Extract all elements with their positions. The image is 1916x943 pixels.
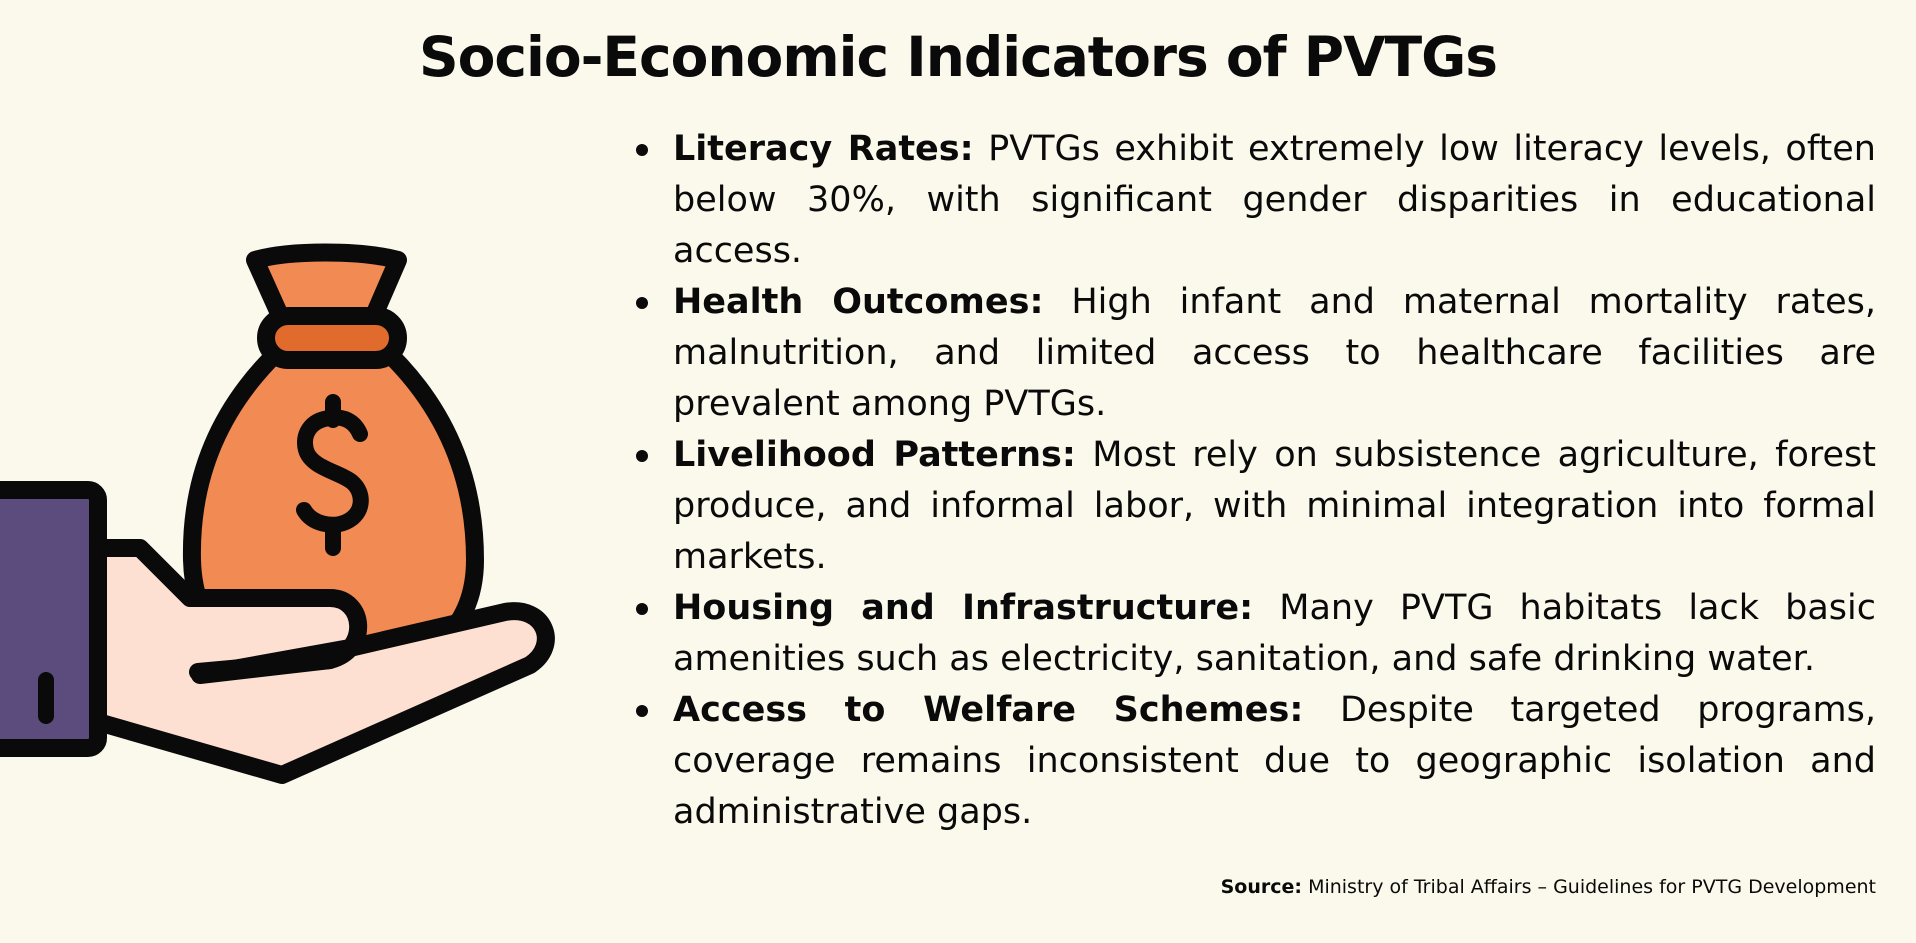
list-item <box>632 124 1876 277</box>
indicator-text: Despite targeted programs, coverage remains inconsistent due to geographic isolation and administrative gaps. <box>673 690 1876 832</box>
bullet-icon <box>636 705 648 717</box>
indicator-term: Literacy Rates: <box>673 129 974 169</box>
list-item <box>632 685 1876 838</box>
source-label: Source: <box>1220 876 1303 898</box>
money-bag-in-hand-icon <box>0 253 546 776</box>
bullet-icon <box>636 603 648 615</box>
indicator-term: Housing and Infrastructure: <box>673 588 1254 628</box>
page-title: Socio-Economic Indicators of PVTGs <box>418 25 1498 89</box>
indicator-text: High infant and maternal mortality rates, malnutrition, and limited access to healthcare facilities are prevalent among PVTGs. <box>673 282 1876 424</box>
list-item <box>632 583 1876 685</box>
money-bag-in-hand-illustration <box>0 240 580 800</box>
indicator-text: Most rely on subsistence agriculture, forest produce, and informal labor, with minimal integration into formal markets. <box>673 435 1876 577</box>
indicator-term: Health Outcomes: <box>673 282 1044 322</box>
indicator-term: Livelihood Patterns: <box>673 435 1076 475</box>
source-citation <box>1221 874 1876 900</box>
bullet-icon <box>636 297 648 309</box>
bullet-icon <box>636 144 648 156</box>
indicator-term: Access to Welfare Schemes: <box>673 690 1304 730</box>
indicator-text: PVTGs exhibit extremely low literacy levels, often below 30%, with significant gender disparities in educational access. <box>673 129 1876 271</box>
indicator-text: Many PVTG habitats lack basic amenities such as electricity, sanitation, and safe drinking water. <box>673 588 1876 679</box>
list-item <box>632 277 1876 430</box>
list-item <box>632 430 1876 583</box>
indicator-list <box>632 124 1876 838</box>
source-text: Ministry of Tribal Affairs – Guidelines for PVTG Development <box>1308 876 1876 898</box>
bullet-icon <box>636 450 648 462</box>
